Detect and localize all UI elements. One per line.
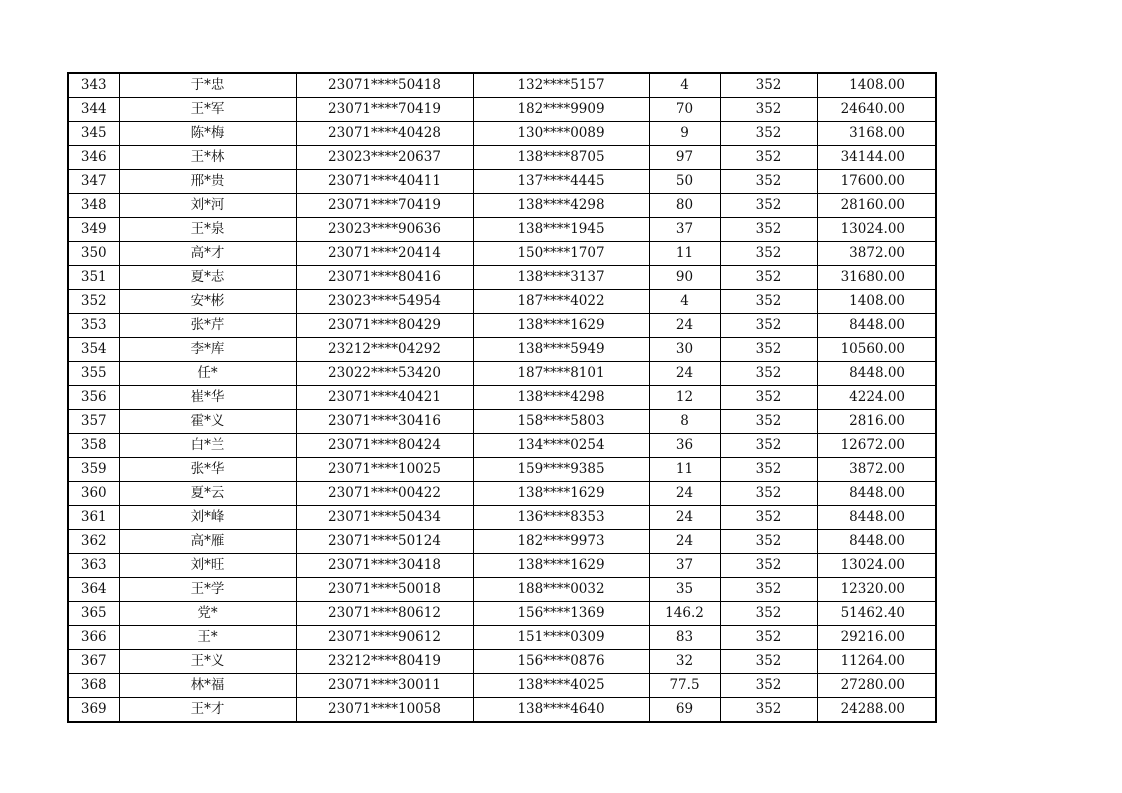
row-number-cell: 360 xyxy=(68,482,119,506)
row-number-cell: 350 xyxy=(68,242,119,266)
amount-cell: 24640.00 xyxy=(817,98,936,122)
row-number-cell: 356 xyxy=(68,386,119,410)
unit-price-cell: 352 xyxy=(720,578,817,602)
name-cell: 邢*贵 xyxy=(119,170,296,194)
id-number-cell: 23071****40411 xyxy=(296,170,473,194)
unit-price-cell: 352 xyxy=(720,170,817,194)
quantity-cell: 11 xyxy=(649,242,720,266)
id-number-cell: 23071****50418 xyxy=(296,73,473,98)
table-row xyxy=(68,122,936,146)
name-cell: 高*雁 xyxy=(119,530,296,554)
id-number-cell: 23071****10025 xyxy=(296,458,473,482)
row-number-cell: 366 xyxy=(68,626,119,650)
name-cell: 刘*河 xyxy=(119,194,296,218)
table-row xyxy=(68,314,936,338)
quantity-cell: 24 xyxy=(649,530,720,554)
quantity-cell: 83 xyxy=(649,626,720,650)
phone-cell: 138****3137 xyxy=(473,266,649,290)
amount-cell: 1408.00 xyxy=(817,73,936,98)
id-number-cell: 23023****90636 xyxy=(296,218,473,242)
phone-cell: 138****5949 xyxy=(473,338,649,362)
table-row xyxy=(68,290,936,314)
unit-price-cell: 352 xyxy=(720,338,817,362)
amount-cell: 17600.00 xyxy=(817,170,936,194)
phone-cell: 138****4298 xyxy=(473,194,649,218)
name-cell: 安*彬 xyxy=(119,290,296,314)
phone-cell: 138****4025 xyxy=(473,674,649,698)
id-number-cell: 23023****20637 xyxy=(296,146,473,170)
unit-price-cell: 352 xyxy=(720,98,817,122)
unit-price-cell: 352 xyxy=(720,530,817,554)
quantity-cell: 9 xyxy=(649,122,720,146)
amount-cell: 8448.00 xyxy=(817,506,936,530)
quantity-cell: 24 xyxy=(649,482,720,506)
table-row xyxy=(68,674,936,698)
row-number-cell: 355 xyxy=(68,362,119,386)
row-number-cell: 351 xyxy=(68,266,119,290)
id-number-cell: 23071****20414 xyxy=(296,242,473,266)
name-cell: 张*芹 xyxy=(119,314,296,338)
name-cell: 王* xyxy=(119,626,296,650)
phone-cell: 156****0876 xyxy=(473,650,649,674)
id-number-cell: 23071****70419 xyxy=(296,194,473,218)
name-cell: 高*才 xyxy=(119,242,296,266)
phone-cell: 187****4022 xyxy=(473,290,649,314)
amount-cell: 8448.00 xyxy=(817,482,936,506)
id-number-cell: 23023****54954 xyxy=(296,290,473,314)
row-number-cell: 363 xyxy=(68,554,119,578)
unit-price-cell: 352 xyxy=(720,698,817,723)
unit-price-cell: 352 xyxy=(720,674,817,698)
id-number-cell: 23212****04292 xyxy=(296,338,473,362)
id-number-cell: 23071****30416 xyxy=(296,410,473,434)
table-row xyxy=(68,458,936,482)
row-number-cell: 364 xyxy=(68,578,119,602)
phone-cell: 136****8353 xyxy=(473,506,649,530)
phone-cell: 156****1369 xyxy=(473,602,649,626)
row-number-cell: 367 xyxy=(68,650,119,674)
amount-cell: 8448.00 xyxy=(817,362,936,386)
name-cell: 王*义 xyxy=(119,650,296,674)
name-cell: 陈*梅 xyxy=(119,122,296,146)
name-cell: 王*林 xyxy=(119,146,296,170)
quantity-cell: 90 xyxy=(649,266,720,290)
unit-price-cell: 352 xyxy=(720,410,817,434)
row-number-cell: 347 xyxy=(68,170,119,194)
row-number-cell: 368 xyxy=(68,674,119,698)
name-cell: 王*学 xyxy=(119,578,296,602)
quantity-cell: 37 xyxy=(649,218,720,242)
name-cell: 夏*志 xyxy=(119,266,296,290)
quantity-cell: 24 xyxy=(649,362,720,386)
table-row xyxy=(68,554,936,578)
phone-cell: 134****0254 xyxy=(473,434,649,458)
amount-cell: 2816.00 xyxy=(817,410,936,434)
amount-cell: 34144.00 xyxy=(817,146,936,170)
name-cell: 于*忠 xyxy=(119,73,296,98)
quantity-cell: 4 xyxy=(649,73,720,98)
amount-cell: 10560.00 xyxy=(817,338,936,362)
quantity-cell: 70 xyxy=(649,98,720,122)
name-cell: 霍*义 xyxy=(119,410,296,434)
table-row xyxy=(68,578,936,602)
phone-cell: 182****9973 xyxy=(473,530,649,554)
amount-cell: 29216.00 xyxy=(817,626,936,650)
quantity-cell: 50 xyxy=(649,170,720,194)
amount-cell: 3872.00 xyxy=(817,242,936,266)
amount-cell: 3872.00 xyxy=(817,458,936,482)
row-number-cell: 353 xyxy=(68,314,119,338)
phone-cell: 138****1629 xyxy=(473,314,649,338)
quantity-cell: 69 xyxy=(649,698,720,723)
amount-cell: 27280.00 xyxy=(817,674,936,698)
table-row xyxy=(68,98,936,122)
row-number-cell: 344 xyxy=(68,98,119,122)
quantity-cell: 97 xyxy=(649,146,720,170)
table-row xyxy=(68,530,936,554)
id-number-cell: 23071****70419 xyxy=(296,98,473,122)
unit-price-cell: 352 xyxy=(720,506,817,530)
name-cell: 林*福 xyxy=(119,674,296,698)
phone-cell: 138****4298 xyxy=(473,386,649,410)
table-row xyxy=(68,506,936,530)
table-row xyxy=(68,266,936,290)
row-number-cell: 343 xyxy=(68,73,119,98)
table-row xyxy=(68,242,936,266)
row-number-cell: 365 xyxy=(68,602,119,626)
quantity-cell: 146.2 xyxy=(649,602,720,626)
phone-cell: 130****0089 xyxy=(473,122,649,146)
table-row xyxy=(68,73,936,98)
amount-cell: 8448.00 xyxy=(817,314,936,338)
id-number-cell: 23212****80419 xyxy=(296,650,473,674)
unit-price-cell: 352 xyxy=(720,290,817,314)
quantity-cell: 77.5 xyxy=(649,674,720,698)
name-cell: 党* xyxy=(119,602,296,626)
name-cell: 王*才 xyxy=(119,698,296,723)
amount-cell: 24288.00 xyxy=(817,698,936,723)
row-number-cell: 346 xyxy=(68,146,119,170)
phone-cell: 151****0309 xyxy=(473,626,649,650)
unit-price-cell: 352 xyxy=(720,626,817,650)
unit-price-cell: 352 xyxy=(720,554,817,578)
quantity-cell: 37 xyxy=(649,554,720,578)
unit-price-cell: 352 xyxy=(720,602,817,626)
phone-cell: 188****0032 xyxy=(473,578,649,602)
phone-cell: 137****4445 xyxy=(473,170,649,194)
row-number-cell: 361 xyxy=(68,506,119,530)
table-row xyxy=(68,626,936,650)
phone-cell: 182****9909 xyxy=(473,98,649,122)
id-number-cell: 23071****30418 xyxy=(296,554,473,578)
id-number-cell: 23071****30011 xyxy=(296,674,473,698)
row-number-cell: 352 xyxy=(68,290,119,314)
table-row xyxy=(68,482,936,506)
name-cell: 白*兰 xyxy=(119,434,296,458)
unit-price-cell: 352 xyxy=(720,73,817,98)
phone-cell: 150****1707 xyxy=(473,242,649,266)
id-number-cell: 23071****00422 xyxy=(296,482,473,506)
name-cell: 张*华 xyxy=(119,458,296,482)
table-row xyxy=(68,386,936,410)
id-number-cell: 23071****50434 xyxy=(296,506,473,530)
id-number-cell: 23071****80416 xyxy=(296,266,473,290)
data-table xyxy=(67,72,937,723)
quantity-cell: 11 xyxy=(649,458,720,482)
id-number-cell: 23071****50124 xyxy=(296,530,473,554)
table-row xyxy=(68,698,936,723)
name-cell: 刘*峰 xyxy=(119,506,296,530)
amount-cell: 51462.40 xyxy=(817,602,936,626)
row-number-cell: 369 xyxy=(68,698,119,723)
id-number-cell: 23071****10058 xyxy=(296,698,473,723)
quantity-cell: 4 xyxy=(649,290,720,314)
id-number-cell: 23071****40421 xyxy=(296,386,473,410)
unit-price-cell: 352 xyxy=(720,386,817,410)
phone-cell: 138****4640 xyxy=(473,698,649,723)
table-row xyxy=(68,434,936,458)
table-body xyxy=(68,73,936,722)
name-cell: 刘*旺 xyxy=(119,554,296,578)
quantity-cell: 30 xyxy=(649,338,720,362)
table-row xyxy=(68,338,936,362)
id-number-cell: 23071****80429 xyxy=(296,314,473,338)
row-number-cell: 354 xyxy=(68,338,119,362)
amount-cell: 28160.00 xyxy=(817,194,936,218)
quantity-cell: 35 xyxy=(649,578,720,602)
phone-cell: 158****5803 xyxy=(473,410,649,434)
phone-cell: 138****8705 xyxy=(473,146,649,170)
amount-cell: 13024.00 xyxy=(817,218,936,242)
quantity-cell: 12 xyxy=(649,386,720,410)
unit-price-cell: 352 xyxy=(720,242,817,266)
row-number-cell: 348 xyxy=(68,194,119,218)
quantity-cell: 24 xyxy=(649,506,720,530)
amount-cell: 3168.00 xyxy=(817,122,936,146)
row-number-cell: 357 xyxy=(68,410,119,434)
phone-cell: 138****1945 xyxy=(473,218,649,242)
amount-cell: 12320.00 xyxy=(817,578,936,602)
unit-price-cell: 352 xyxy=(720,362,817,386)
row-number-cell: 362 xyxy=(68,530,119,554)
unit-price-cell: 352 xyxy=(720,482,817,506)
table-row xyxy=(68,410,936,434)
table-row xyxy=(68,194,936,218)
id-number-cell: 23071****80424 xyxy=(296,434,473,458)
phone-cell: 132****5157 xyxy=(473,73,649,98)
row-number-cell: 349 xyxy=(68,218,119,242)
row-number-cell: 345 xyxy=(68,122,119,146)
unit-price-cell: 352 xyxy=(720,458,817,482)
row-number-cell: 359 xyxy=(68,458,119,482)
name-cell: 李*库 xyxy=(119,338,296,362)
table-row xyxy=(68,362,936,386)
unit-price-cell: 352 xyxy=(720,122,817,146)
amount-cell: 13024.00 xyxy=(817,554,936,578)
name-cell: 王*泉 xyxy=(119,218,296,242)
amount-cell: 12672.00 xyxy=(817,434,936,458)
phone-cell: 138****1629 xyxy=(473,482,649,506)
phone-cell: 187****8101 xyxy=(473,362,649,386)
table-row xyxy=(68,170,936,194)
id-number-cell: 23071****80612 xyxy=(296,602,473,626)
id-number-cell: 23071****50018 xyxy=(296,578,473,602)
amount-cell: 1408.00 xyxy=(817,290,936,314)
amount-cell: 8448.00 xyxy=(817,530,936,554)
name-cell: 任* xyxy=(119,362,296,386)
phone-cell: 138****1629 xyxy=(473,554,649,578)
unit-price-cell: 352 xyxy=(720,218,817,242)
unit-price-cell: 352 xyxy=(720,146,817,170)
unit-price-cell: 352 xyxy=(720,266,817,290)
unit-price-cell: 352 xyxy=(720,434,817,458)
id-number-cell: 23022****53420 xyxy=(296,362,473,386)
id-number-cell: 23071****90612 xyxy=(296,626,473,650)
quantity-cell: 8 xyxy=(649,410,720,434)
name-cell: 王*军 xyxy=(119,98,296,122)
quantity-cell: 32 xyxy=(649,650,720,674)
amount-cell: 31680.00 xyxy=(817,266,936,290)
unit-price-cell: 352 xyxy=(720,314,817,338)
id-number-cell: 23071****40428 xyxy=(296,122,473,146)
table-row xyxy=(68,602,936,626)
name-cell: 崔*华 xyxy=(119,386,296,410)
quantity-cell: 24 xyxy=(649,314,720,338)
name-cell: 夏*云 xyxy=(119,482,296,506)
amount-cell: 4224.00 xyxy=(817,386,936,410)
unit-price-cell: 352 xyxy=(720,194,817,218)
table-row xyxy=(68,146,936,170)
phone-cell: 159****9385 xyxy=(473,458,649,482)
amount-cell: 11264.00 xyxy=(817,650,936,674)
quantity-cell: 36 xyxy=(649,434,720,458)
table-row xyxy=(68,218,936,242)
unit-price-cell: 352 xyxy=(720,650,817,674)
table-row xyxy=(68,650,936,674)
quantity-cell: 80 xyxy=(649,194,720,218)
row-number-cell: 358 xyxy=(68,434,119,458)
